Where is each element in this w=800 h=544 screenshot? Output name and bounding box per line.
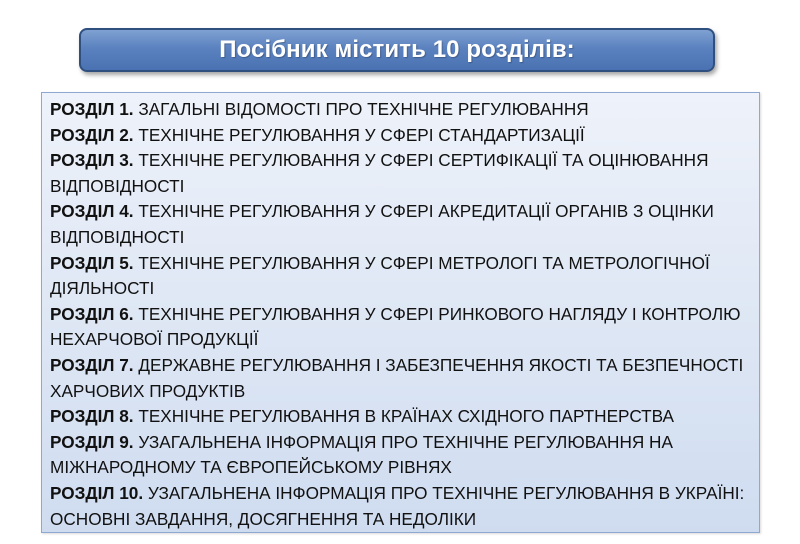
section-label: РОЗДІЛ 2. — [50, 124, 134, 145]
section-label: РОЗДІЛ 9. — [50, 431, 134, 452]
list-item-section-2 — [50, 123, 751, 149]
section-label: РОЗДІЛ 5. — [50, 252, 134, 273]
header-banner — [79, 28, 715, 72]
page-title: Посібник містить 10 розділів: — [219, 36, 575, 63]
section-text: ТЕХНІЧНЕ РЕГУЛЮВАННЯ У СФЕРІ МЕТРОЛОГІ ТА МЕТРОЛОГІЧНОЇ ДІЯЛЬНОСТІ — [50, 252, 710, 299]
section-text: ТЕХНІЧНЕ РЕГУЛЮВАННЯ У СФЕРІ АКРЕДИТАЦІЇ ОРГАНІВ З ОЦІНКИ ВІДПОВІДНОСТІ — [50, 201, 714, 247]
section-text: ТЕХНІЧНЕ РЕГУЛЮВАННЯ В КРАЇНАХ СХІДНОГО ПАРТНЕРСТВА — [133, 406, 675, 427]
list-item-section-1 — [50, 97, 751, 123]
list-item-section-5 — [50, 251, 751, 302]
section-text: ДЕРЖАВНЕ РЕГУЛЮВАННЯ І ЗАБЕЗПЕЧЕННЯ ЯКОСТІ ТА БЕЗПЕЧНОСТІ ХАРЧОВИХ ПРОДУКТІВ — [50, 354, 744, 401]
section-text: УЗАГАЛЬНЕНА ІНФОРМАЦІЯ ПРО ТЕХНІЧНЕ РЕГУЛЮВАННЯ НА МІЖНАРОДНОМУ ТА ЄВРОПЕЙСЬКОМУ РІВНЯХ — [50, 431, 673, 478]
section-label: РОЗДІЛ 10. — [50, 482, 144, 503]
section-text: УЗАГАЛЬНЕНА ІНФОРМАЦІЯ ПРО ТЕХНІЧНЕ РЕГУЛЮВАННЯ В УКРАЇНІ: ОСНОВНІ ЗАВДАННЯ, ДОСЯГНЕННЯ ТА НЕДОЛІКИ — [50, 482, 745, 529]
section-label: РОЗДІЛ 3. — [50, 150, 134, 171]
list-item-section-3 — [50, 148, 751, 199]
list-item-section-8 — [50, 404, 751, 430]
section-label: РОЗДІЛ 8. — [50, 406, 134, 427]
section-text: ЗАГАЛЬНІ ВІДОМОСТІ ПРО ТЕХНІЧНЕ РЕГУЛЮВАННЯ — [133, 99, 589, 119]
section-text: ТЕХНІЧНЕ РЕГУЛЮВАННЯ У СФЕРІ РИНКОВОГО НАГЛЯДУ І КОНТРОЛЮ НЕХАРЧОВОЇ ПРОДУКЦІЇ — [50, 303, 741, 350]
list-item-section-7 — [50, 353, 751, 404]
list-item-section-9 — [50, 430, 751, 481]
list-item-section-4 — [50, 199, 751, 250]
sections-list — [41, 92, 760, 533]
section-text: ТЕХНІЧНЕ РЕГУЛЮВАННЯ У СФЕРІ СЕРТИФІКАЦІЇ ТА ОЦІНЮВАННЯ ВІДПОВІДНОСТІ — [50, 150, 709, 196]
section-label: РОЗДІЛ 7. — [50, 354, 134, 375]
section-label: РОЗДІЛ 6. — [50, 303, 134, 324]
section-text: ТЕХНІЧНЕ РЕГУЛЮВАННЯ У СФЕРІ СТАНДАРТИЗАЦІЇ — [133, 124, 585, 145]
list-item-section-10 — [50, 481, 751, 532]
list-item-section-6 — [50, 302, 751, 353]
section-label: РОЗДІЛ 1. — [50, 99, 134, 119]
section-label: РОЗДІЛ 4. — [50, 201, 134, 222]
